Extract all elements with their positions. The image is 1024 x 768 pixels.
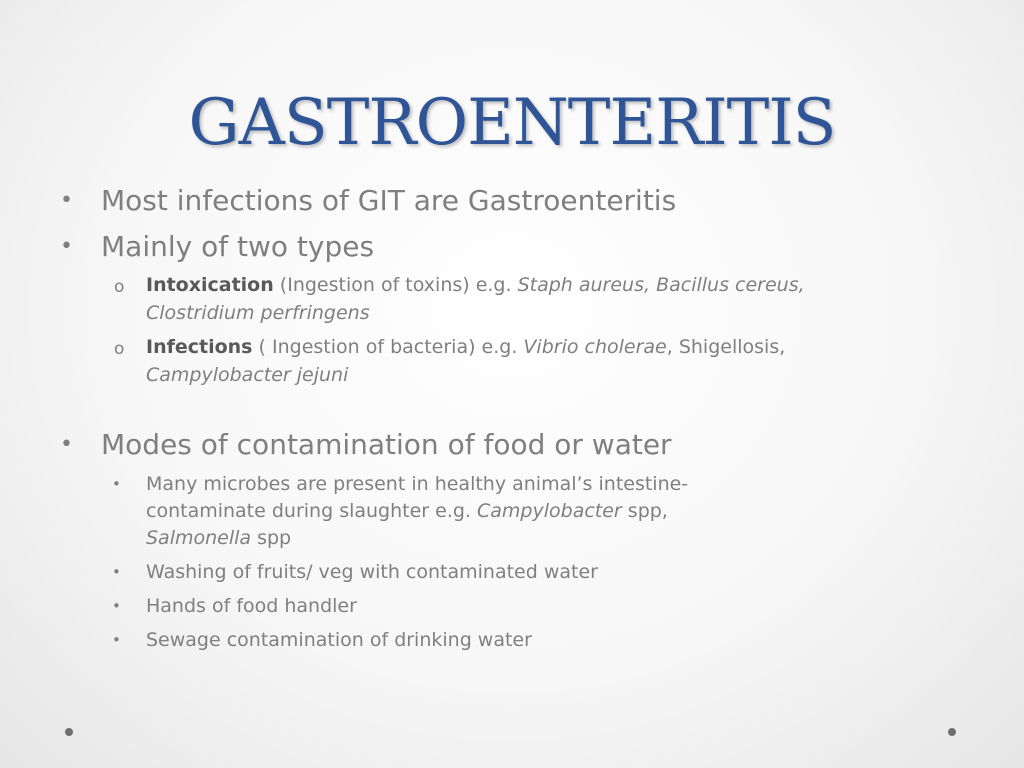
organisms: Staph aureus, Bacillus cereus, (517, 274, 805, 296)
sub-item-hands: Hands of food handler (146, 595, 357, 617)
sub-item-microbes: Many microbes are present in healthy animal’s intestine- (146, 473, 689, 495)
corner-dot-right (948, 728, 956, 736)
sub-item-intoxication (146, 272, 805, 298)
bullet-item-3: Modes of contamination of food or water (101, 428, 672, 461)
sub-bullet-marker: o (114, 339, 125, 359)
bullet-marker: • (60, 432, 73, 457)
bullet-item-1: Most infections of GIT are Gastroenteritis (101, 184, 677, 217)
sub-item-washing: Washing of fruits/ veg with contaminated water (146, 561, 598, 583)
sub-item-infections (146, 334, 785, 360)
sub-bullet-marker: • (112, 597, 121, 615)
sub-item-microbes-cont2 (146, 525, 291, 551)
sub-item-sewage: Sewage contamination of drinking water (146, 629, 532, 651)
sub-item-intoxication-cont (146, 300, 370, 326)
text: contaminate during slaughter e.g. (146, 500, 478, 522)
text: spp, (621, 500, 668, 522)
organism: Vibrio cholerae (523, 336, 667, 358)
sub-item-infections-cont (146, 362, 348, 388)
text: spp (251, 527, 292, 549)
organism: Campylobacter (477, 500, 622, 522)
term-intoxication: Intoxication (146, 274, 274, 296)
bullet-marker: • (60, 234, 73, 259)
organism: Salmonella (146, 527, 252, 549)
sub-bullet-marker: • (112, 475, 121, 493)
sub-bullet-marker: • (112, 563, 121, 581)
text: , Shigellosis, (666, 336, 786, 358)
sub-bullet-marker: o (114, 277, 125, 297)
corner-dot-left (65, 728, 73, 736)
sub-item-microbes-cont (146, 498, 668, 524)
organisms: Clostridium perfringens (146, 302, 370, 324)
slide-title: GASTROENTERITIS (188, 86, 836, 160)
text: ( Ingestion of bacteria) e.g. (252, 336, 524, 358)
sub-bullet-marker: • (112, 631, 121, 649)
text: (Ingestion of toxins) e.g. (273, 274, 518, 296)
organism: Campylobacter jejuni (146, 364, 349, 386)
bullet-item-2: Mainly of two types (101, 230, 375, 263)
term-infections: Infections (146, 336, 253, 358)
bullet-marker: • (60, 188, 73, 213)
